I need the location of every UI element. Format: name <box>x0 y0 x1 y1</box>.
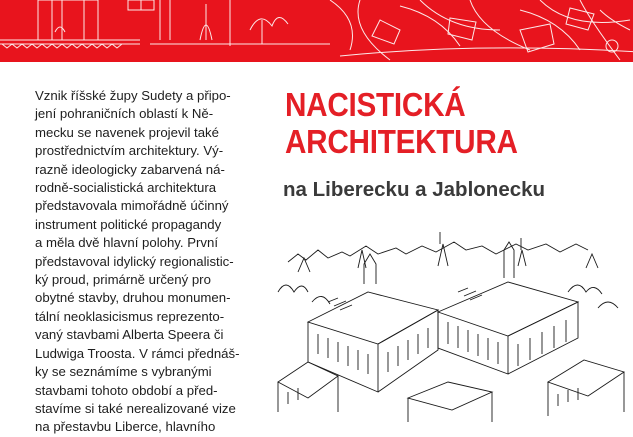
page-title: NACISTICKÁ ARCHITEKTURA <box>285 86 518 160</box>
page-subtitle: na Liberecku a Jablonecku <box>283 178 546 201</box>
header-banner <box>0 0 633 62</box>
banner-sketch <box>0 0 633 62</box>
city-architecture-sketch <box>268 222 633 422</box>
lecture-description: Vznik říšské župy Sudety a připo- jení pohraničních oblastí k Ně- mecku se navenek projevil také prostřednictvím architektury. Vý- razně ideologicky zabarvená ná- rodně-socialistická architektura představovala mimořádně účinný instrument politické propagandy a měla dvě hlavní polohy. První představoval idylický regionalistic- ký proud, primárně určený pro obytné stavby, druhou monumen- tální neoklasicismus reprezento- vaný stavbami Alberta Speera či Ludwiga Troosta. V rámci přednáš- ky se seznámíme s vybranými stavbami tohoto období a před- stavíme si také nerealizované vize na přestavbu Liberce, hlavního <box>35 88 240 435</box>
